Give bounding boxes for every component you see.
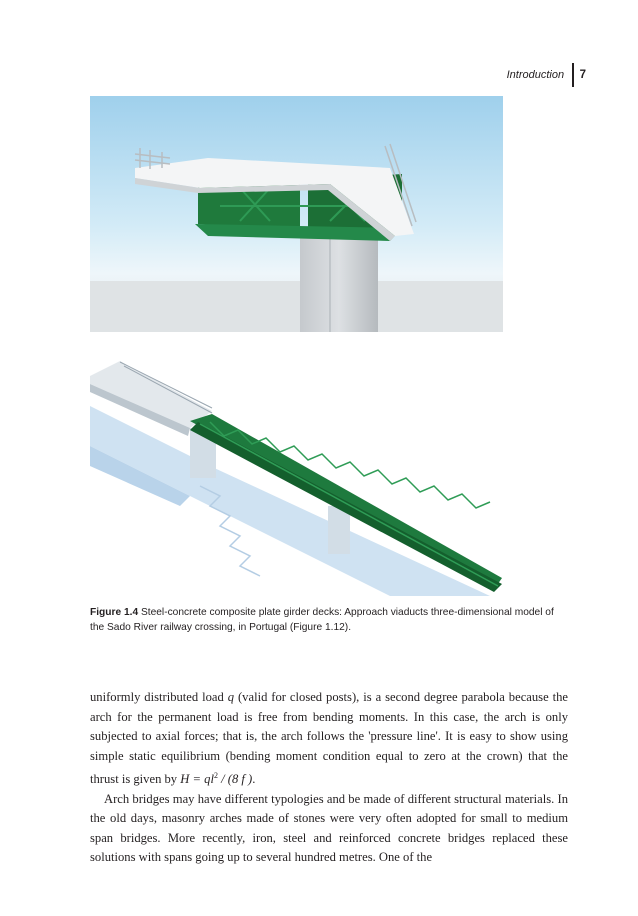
figure-image-viaduct-model (90, 356, 520, 596)
section-title: Introduction (506, 69, 565, 81)
page-number: 7 (579, 69, 586, 81)
figure-caption (90, 606, 562, 635)
figure-image-deck-section (90, 96, 503, 332)
paragraph-1-middle: (valid for closed posts), is a second degree parabola because the arch for the permanent load is free from bending moments. In this case, the arch is only subjected to axial forces; that is, the arch follows the 'pressure line'. It is easy to show using simple static equilibrium (bending moment condition equal to zero at the crown) that the thrust is given by (90, 690, 568, 787)
formula-lhs: H = ql (180, 772, 214, 787)
variable-q: q (227, 690, 235, 704)
header-divider (572, 63, 574, 87)
paragraph-1 (90, 688, 568, 790)
running-header (507, 63, 586, 87)
paragraph-2: Arch bridges may have different typologies and be made of different structural materials. In the old days, masonry arches made of stones were very often adopted for small to medium span bridges. More recently, iron, steel and reinforced concrete bridges replaced these solutions with spans going up to several hundred metres. One of the (90, 791, 568, 865)
paragraph-1-end: . (252, 772, 256, 787)
body-text (90, 688, 568, 868)
thrust-formula (180, 772, 252, 786)
figure-label: Figure 1.4 (90, 607, 139, 618)
formula-rhs: / (8 f ) (217, 772, 253, 787)
formula-exponent: 2 (213, 771, 218, 780)
paragraph-1-start: uniformly distributed load (90, 690, 228, 704)
figure-caption-text: Steel-concrete composite plate girder decks: Approach viaducts three-dimensional model of the Sado River railway crossing, in Portugal (Figure 1.12). (90, 607, 554, 633)
